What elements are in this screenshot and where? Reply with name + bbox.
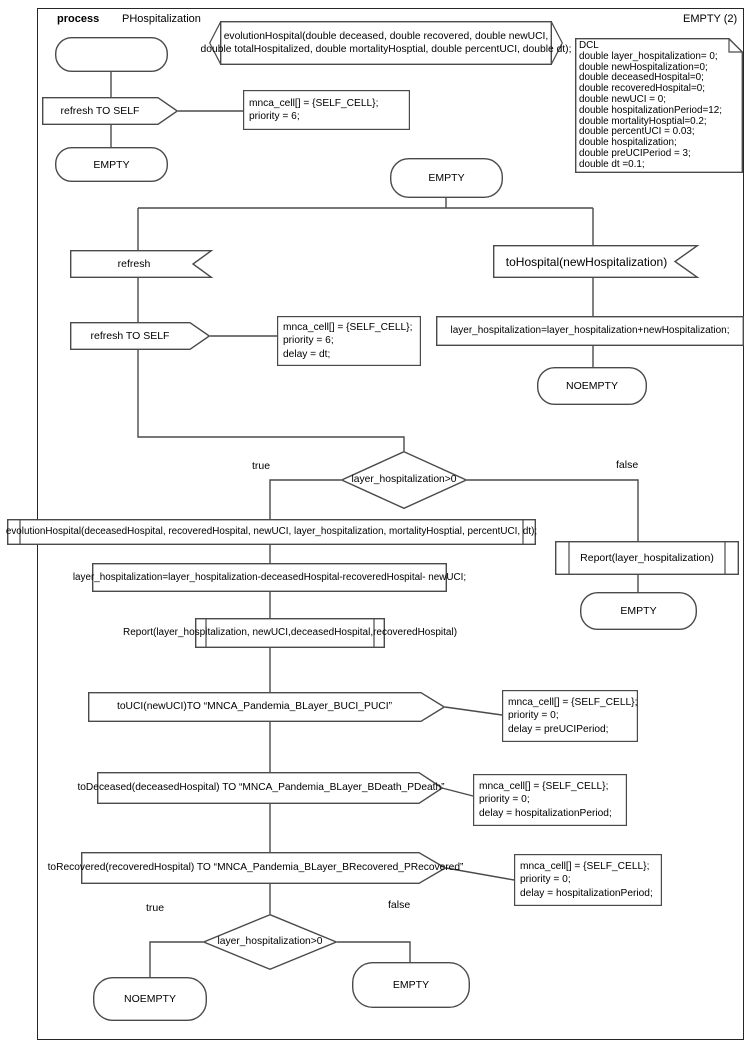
decision-label: layer_hospitalization>0 <box>217 936 323 947</box>
state-label: EMPTY <box>93 158 130 171</box>
comment-line: priority = 0; <box>520 874 571 886</box>
comment-line: priority = 0; <box>508 710 559 722</box>
dcl-line: double newUCI = 0; <box>579 93 667 105</box>
state-label: NOEMPTY <box>566 380 618 392</box>
dcl-line: double mortalityHosptial=0.2; <box>579 115 707 127</box>
branch-false-label-1: false <box>616 459 639 471</box>
output-label: toUCI(newUCI)TO “MNCA_Pandemia_BLayer_BUCI_PUCI” <box>116 701 393 712</box>
comment-mnca-refresh-top <box>243 90 410 130</box>
task-subtract-outcomes <box>72 563 467 592</box>
dcl-line: double newHospitalization=0; <box>579 61 708 73</box>
comment-mnca-to-recovered <box>514 854 662 906</box>
procedure-call-report-full <box>122 618 458 648</box>
output-to-recovered <box>47 852 464 884</box>
comment-line: mnca_cell[] = {SELF_CELL}; <box>520 860 650 872</box>
comment-line: mnca_cell[] = {SELF_CELL}; <box>283 321 413 333</box>
state-label: EMPTY <box>428 172 465 184</box>
input-label: refresh <box>117 258 151 270</box>
state-noempty-right <box>537 367 647 405</box>
decision-layer-hospitalization-1 <box>341 451 467 509</box>
procedure-call-report-simple <box>555 541 739 575</box>
comment-line: delay = preUCIPeriod; <box>508 723 609 735</box>
comment-mnca-to-deceased <box>473 774 627 826</box>
state-label: NOEMPTY <box>124 993 176 1005</box>
dcl-line: double preUCIPeriod = 3; <box>579 147 691 159</box>
task-label: layer_hospitalization=layer_hospitalization+newHospitalization; <box>450 325 730 336</box>
call-label: evolutionHospital(deceasedHospital, recoveredHospital, newUCI, layer_hospitalization, mortalityHosptial, percentUCI, dt); <box>5 526 538 537</box>
dcl-title: DCL <box>579 40 599 51</box>
state-empty-main <box>390 158 503 198</box>
comment-line: mnca_cell[] = {SELF_CELL}; <box>508 696 638 708</box>
input-refresh <box>70 250 212 278</box>
declaration-line: evolutionHospital(double deceased, double recovered, double newUCI, <box>223 31 549 42</box>
state-empty-bottom <box>352 962 470 1008</box>
dcl-line: double hospitalization; <box>579 137 677 149</box>
output-label: toRecovered(recoveredHospital) TO “MNCA_Pandemia_BLayer_BRecovered_PRecovered” <box>47 862 464 873</box>
decision-layer-hospitalization-2 <box>203 914 337 970</box>
dcl-line: double hospitalizationPeriod=12; <box>579 104 723 116</box>
input-label: toHospital(newHospitalization) <box>505 254 668 269</box>
dcl-line: double dt =0.1; <box>579 158 645 170</box>
input-to-hospital <box>493 245 698 278</box>
state-start <box>55 37 168 72</box>
decision-label: layer_hospitalization>0 <box>351 474 457 485</box>
comment-mnca-to-uci <box>502 690 638 742</box>
state-label: EMPTY <box>392 979 430 991</box>
output-to-uci <box>88 692 445 722</box>
branch-true-label-1: true <box>252 460 271 472</box>
output-refresh-to-self-2 <box>70 322 210 350</box>
dcl-line: double recoveredHospital=0; <box>579 83 705 95</box>
branch-true-label-2: true <box>146 902 165 914</box>
comment-line: delay = dt; <box>283 348 331 360</box>
comment-line: delay = hospitalizationPeriod; <box>479 807 612 819</box>
dcl-line: double percentUCI = 0.03; <box>579 126 695 138</box>
output-to-deceased <box>77 772 445 804</box>
output-label: refresh TO SELF <box>60 105 140 117</box>
process-keyword: process <box>57 13 100 25</box>
procedure-declaration-evolution-hospital <box>200 21 572 65</box>
declaration-line: double totalHospitalized, double mortalityHosptial, double percentUCI, double dt); <box>200 44 572 55</box>
state-count-label: EMPTY (2) <box>683 13 738 25</box>
comment-line: priority = 6; <box>249 111 300 122</box>
dcl-declarations-box <box>575 38 743 173</box>
output-label: refresh TO SELF <box>90 330 170 342</box>
state-label: EMPTY <box>620 605 657 617</box>
dcl-line: double deceasedHospital=0; <box>579 72 704 84</box>
comment-line: delay = hospitalizationPeriod; <box>520 887 653 899</box>
state-empty-false-branch <box>580 592 697 630</box>
process-name: PHospitalization <box>122 13 201 25</box>
state-noempty-bottom <box>93 977 207 1021</box>
state-empty-top-left <box>55 147 168 182</box>
call-label: Report(layer_hospitalization) <box>580 552 714 564</box>
task-label: layer_hospitalization=layer_hospitalization-deceasedHospital-recoveredHospital- newUCI; <box>72 571 467 583</box>
procedure-call-evolution-hospital <box>7 519 536 545</box>
dcl-line: double layer_hospitalization= 0; <box>579 50 718 62</box>
comment-line: mnca_cell[] = {SELF_CELL}; <box>479 780 609 792</box>
branch-false-label-2: false <box>388 899 411 911</box>
comment-line: mnca_cell[] = {SELF_CELL}; <box>249 97 379 109</box>
comment-line: priority = 0; <box>479 794 530 806</box>
task-add-new-hospitalization <box>436 316 744 346</box>
call-label: Report(layer_hospitalization, newUCI,deceasedHospital,recoveredHospital) <box>122 627 458 638</box>
comment-line: priority = 6; <box>283 335 334 347</box>
comment-mnca-refresh-loop <box>277 316 421 366</box>
output-refresh-to-self-1 <box>42 97 178 125</box>
output-label: toDeceased(deceasedHospital) TO “MNCA_Pandemia_BLayer_BDeath_PDeath” <box>77 782 445 793</box>
